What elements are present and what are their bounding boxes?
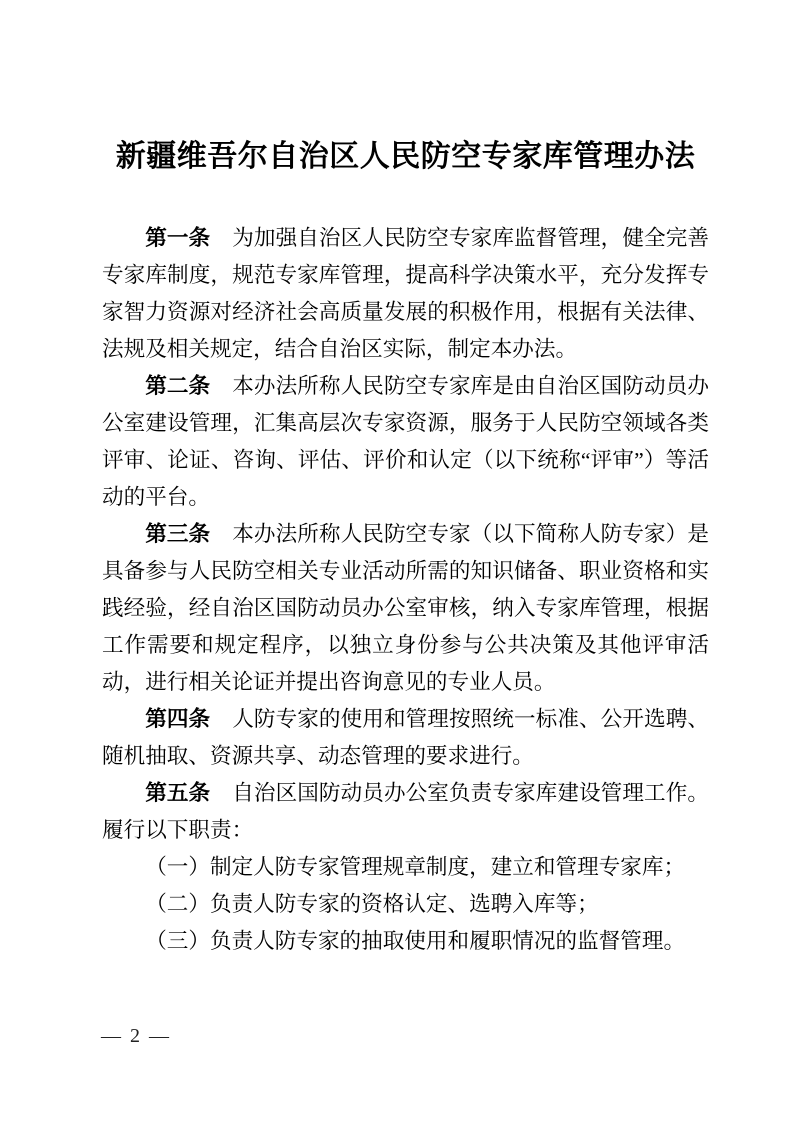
clause-text-3: 本办法所称人民防空专家（以下简称人防专家）是具备参与人民防空相关专业活动所需的知识储备、职业资格和实践经验，经自治区国防动员办公室审核，纳入专家库管理，根据工作需要和规定程序，以独立身份参与公共决策及其他评审活动，进行相关论证并提出咨询意见的专业人员。 — [102, 522, 709, 694]
clause-text-1: 为加强自治区人民防空专家库监督管理，健全完善专家库制度，规范专家库管理，提高科学决策水平，充分发挥专家智力资源对经济社会高质量发展的积极作用，根据有关法律、法规及相关规定，结合自治区实际，制定本办法。 — [102, 226, 709, 361]
document-title: 新疆维吾尔自治区人民防空专家库管理办法 — [115, 140, 696, 173]
duty-list-item-2: （二）负责人防专家的资格认定、选聘入库等； — [145, 892, 599, 916]
article-paragraph-2 — [102, 368, 709, 516]
clause-label-2: 第二条 — [145, 374, 211, 398]
duty-list-item-1: （一）制定人防专家管理规章制度，建立和管理专家库； — [145, 855, 686, 879]
clause-label-5: 第五条 — [145, 781, 211, 805]
article-paragraph-1 — [102, 220, 709, 368]
clause-text-2: 本办法所称人民防空专家库是由自治区国防动员办公室建设管理，汇集高层次专家资源，服务于人民防空领域各类评审、论证、咨询、评估、评价和认定（以下统称“评审”）等活动的平台。 — [102, 374, 709, 509]
clause-text-4: 人防专家的使用和管理按照统一标准、公开选聘、随机抽取、资源共享、动态管理的要求进行。 — [102, 707, 709, 768]
article-paragraph-4 — [102, 701, 709, 775]
clause-text-5: 自治区国防动员办公室负责专家库建设管理工作。履行以下职责： — [102, 781, 709, 842]
clause-label-3: 第三条 — [145, 522, 211, 546]
clause-label-1: 第一条 — [145, 226, 211, 250]
document-body — [102, 220, 709, 960]
article-paragraph-5 — [102, 775, 709, 849]
page-number: — 2 — — [101, 1025, 171, 1047]
article-paragraph-3 — [102, 516, 709, 701]
clause-label-4: 第四条 — [145, 707, 211, 731]
document-content — [102, 138, 709, 960]
duty-list-item-3: （三）负责人防专家的抽取使用和履职情况的监督管理。 — [145, 929, 686, 953]
